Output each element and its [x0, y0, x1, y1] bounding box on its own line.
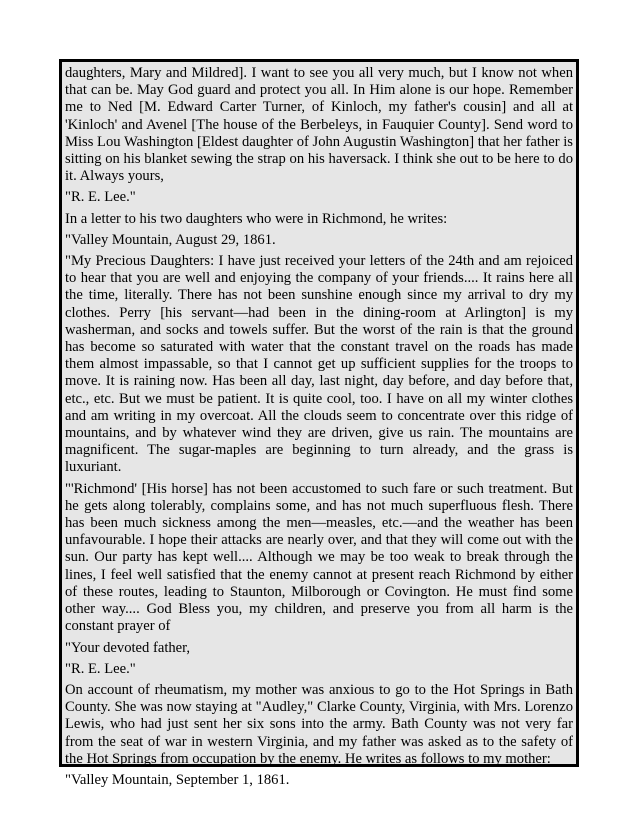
paragraph-valediction: "Your devoted father, — [65, 639, 191, 656]
page-frame — [59, 59, 579, 788]
paragraph-letter-body: "'Richmond' [His horse] has not been accustomed to such fare or such treatment. But he gets along tolerably, complains some, and has not much superfluous flesh. There has been much sickness among the men—measles, etc.—and the weather has been unfavourable. I hope their attacks are nearly over, and that they will come out with the sun. Our party has kept well.... Although we may be too weak to break through the lines, I feel well satisfied that the enemy cannot at present reach Richmond by either of these routes, leading to Staunton, Milborough or Covington. He must find some other way.... God Bless you, my children, and preserve you from all harm is the constant prayer of — [65, 480, 573, 635]
paragraph-narration: On account of rheumatism, my mother was anxious to go to the Hot Springs in Bath County. She was now staying at "Audley," Clarke County, Virginia, with Mrs. Lorenzo Lewis, who had just sent her six sons into the army. Bath County was not very far from the seat of war in western Virginia, and my father was asked as to the safety of the Hot Springs from occupation by the enemy. He writes as follows to my mother: — [65, 681, 573, 767]
paragraph-letter-closing: daughters, Mary and Mildred]. I want to see you all very much, but I know not when that can be. May God guard and protect you all. In Him alone is our hope. Remember me to Ned [M. Edward Carter Turner, of Kinloch, my father's cousin] and all at 'Kinloch' and Avenel [The house of the Berbeleys, in Fauquier County]. Send word to Miss Lou Washington [Eldest daughter of John Augustin Washington] that her father is sitting on his blanket sewing the strap on his haversack. I think she out to be here to do it. Always yours, — [65, 65, 573, 185]
paragraph-dateline: "Valley Mountain, August 29, 1861. — [65, 231, 276, 248]
paragraph-signature: "R. E. Lee." — [65, 189, 136, 206]
paragraph-narration: In a letter to his two daughters who were in Richmond, he writes: — [65, 210, 448, 227]
paragraph-signature: "R. E. Lee." — [65, 660, 136, 677]
paragraph-letter-body: "My Precious Daughters: I have just received your letters of the 24th and am rejoiced to hear that you are well and enjoying the company of your friends.... It rains here all the time, literally. There has not been sunshine enough since my arrival to dry my clothes. Perry [his servant—had been in the dining-room at Arlington] is my washerman, and socks and towels suffer. But the worst of the rain is that the ground has become so saturated with water that the constant travel on the roads has made them almost impassable, so that I cannot get up sufficient supplies for the troops to move. It is raining now. Has been all day, last night, day before, and day before that, etc., etc. But we must be patient. It is quite cool, too. I have on all my winter clothes and am writing in my overcoat. All the clouds seem to concentrate over this ridge of mountains, and by whatever wind they are driven, give us rain. The mountains are magnificent. The sugar-maples are beginning to turn already, and the grass is luxuriant. — [65, 253, 573, 476]
paragraph-dateline: "Valley Mountain, September 1, 1861. — [65, 771, 290, 788]
